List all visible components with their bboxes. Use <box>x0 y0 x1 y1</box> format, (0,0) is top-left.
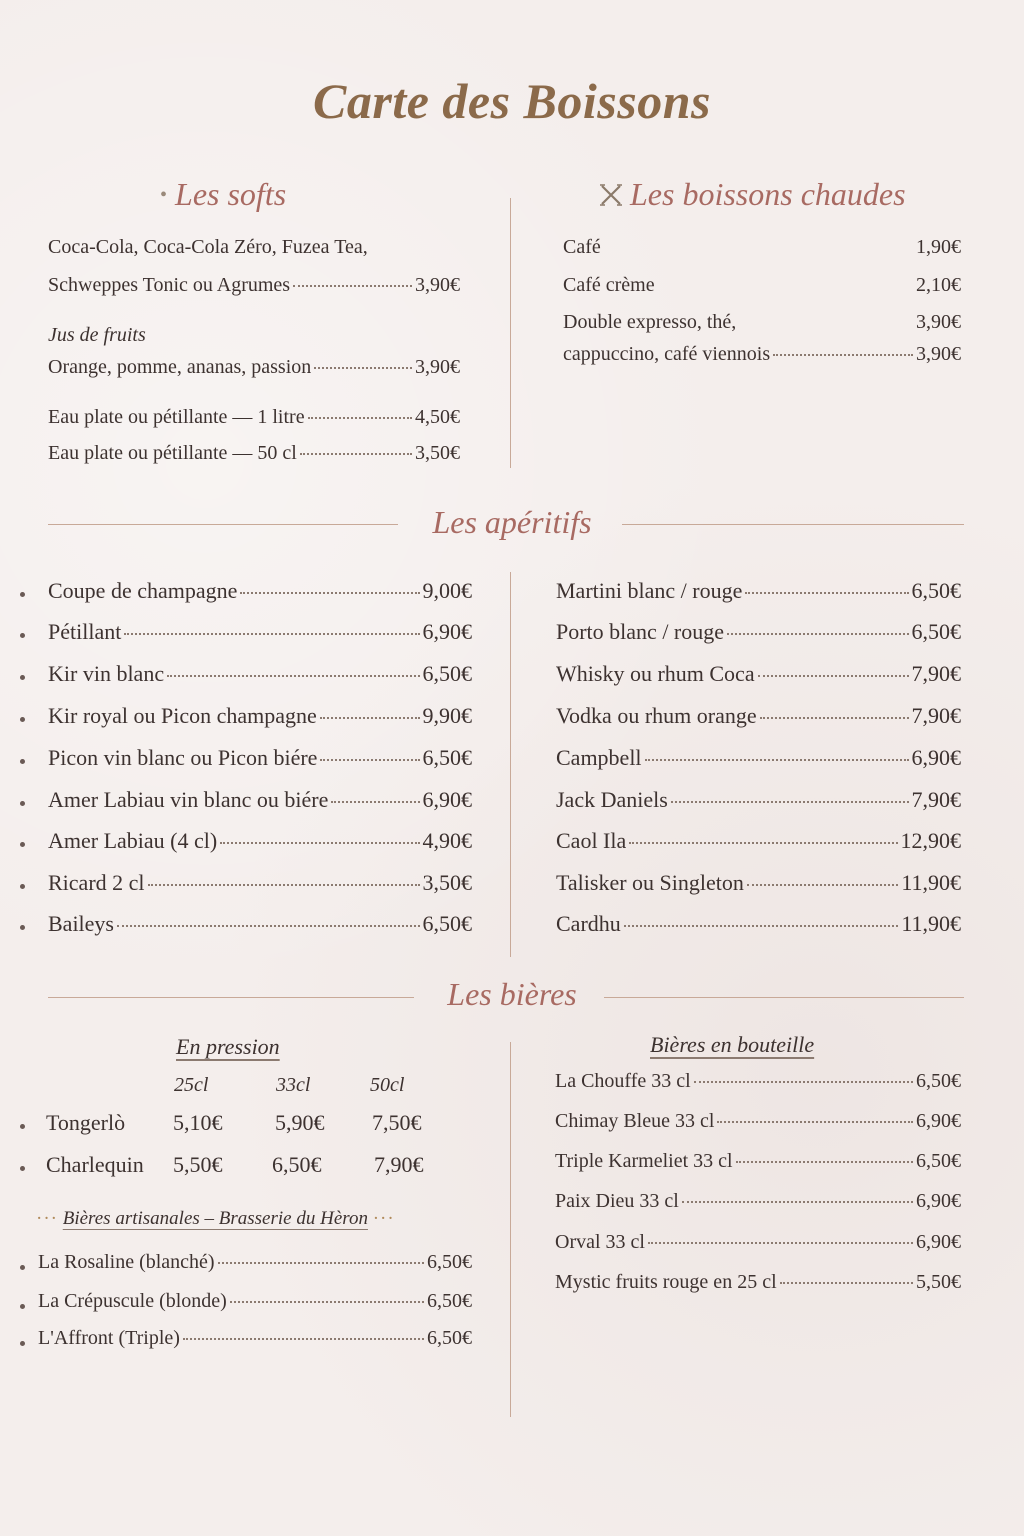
item-price: 3,90€ <box>415 274 460 296</box>
list-item <box>48 578 472 604</box>
list-item <box>48 619 472 645</box>
item-price: 3,50€ <box>415 442 460 464</box>
dot-leader <box>320 759 419 761</box>
bullet-icon <box>20 592 25 597</box>
item-price: 7,90€ <box>911 787 961 812</box>
list-item <box>556 745 961 771</box>
bullet-icon <box>20 675 25 680</box>
item-name: Campbell <box>556 745 642 770</box>
item-name: La Crépuscule (blonde) <box>38 1290 227 1312</box>
item-price: 12,90€ <box>900 828 961 853</box>
pression-title: En pression <box>176 1034 280 1059</box>
dot-leader <box>648 1242 913 1244</box>
list-item <box>555 1231 961 1254</box>
bullet-icon <box>20 842 25 847</box>
beer-price: 6,50€ <box>272 1152 322 1177</box>
bullet-icon <box>20 801 25 806</box>
dot-leader <box>300 453 412 455</box>
size-header: 25cl <box>174 1074 209 1096</box>
dot-leader <box>183 1338 424 1340</box>
item-name: Ricard 2 cl <box>48 870 145 895</box>
item-name: Kir royal ou Picon champagne <box>48 703 317 728</box>
list-item <box>556 870 961 896</box>
divider-bottom <box>510 1042 511 1417</box>
item-name: Double expresso, thé, <box>563 311 737 333</box>
bullet-icon <box>20 1124 25 1129</box>
item-name: Vodka ou rhum orange <box>556 703 757 728</box>
dot-leader <box>645 759 909 761</box>
item-price: 6,50€ <box>911 619 961 644</box>
item-name: Talisker ou Singleton <box>556 870 744 895</box>
bieres-rule-right <box>604 997 964 998</box>
beer-price: 7,90€ <box>374 1152 424 1177</box>
item-price: 6,90€ <box>916 1190 961 1212</box>
item-name: Schweppes Tonic ou Agrumes <box>48 274 291 296</box>
item-name: Picon vin blanc ou Picon biére <box>48 745 318 770</box>
dot-leader <box>218 1262 424 1264</box>
list-item <box>556 703 961 729</box>
dot-leader <box>320 717 420 719</box>
dot-leader <box>624 925 899 927</box>
list-item <box>48 828 472 854</box>
list-item <box>48 703 472 729</box>
item-name: Cardhu <box>556 911 621 936</box>
bullet-icon <box>20 1166 25 1171</box>
bieres-title: Les bières <box>447 976 577 1012</box>
list-item <box>48 911 472 937</box>
list-item <box>48 745 472 771</box>
item-name: Pétillant <box>48 619 122 644</box>
list-item <box>556 619 961 645</box>
item-price: 4,90€ <box>422 828 472 853</box>
item-name: Kir vin blanc <box>48 661 165 686</box>
dot-leader <box>758 675 909 677</box>
ornament-dots-icon: ··· <box>36 1208 58 1229</box>
dot-leader <box>117 925 420 927</box>
item-price: 2,10€ <box>916 274 961 296</box>
ornament-dots-icon: ··· <box>372 1208 395 1229</box>
dot-leader <box>727 633 908 635</box>
dot-leader <box>671 801 909 803</box>
softs-line2 <box>48 274 460 297</box>
item-name: Amer Labiau (4 cl) <box>48 828 218 853</box>
item-price: 6,90€ <box>916 1231 961 1253</box>
list-item <box>555 1070 961 1093</box>
dot-leader <box>148 884 420 886</box>
beer-name: Tongerlò <box>46 1110 126 1135</box>
page-title: Carte des Boissons <box>313 73 711 129</box>
item-price: 7,90€ <box>911 661 961 686</box>
item-name: Chimay Bleue 33 cl <box>555 1110 715 1132</box>
divider-top <box>510 198 511 468</box>
dot-ornament-icon: • <box>160 184 168 206</box>
item-name: La Chouffe 33 cl <box>555 1070 691 1092</box>
size-header: 33cl <box>276 1074 311 1096</box>
list-item <box>556 828 961 854</box>
item-price: 3,90€ <box>916 343 961 365</box>
list-item <box>48 870 472 896</box>
list-item <box>556 787 961 813</box>
item-name: L'Affront (Triple) <box>38 1327 180 1349</box>
item-name: Triple Karmeliet 33 cl <box>555 1150 733 1172</box>
list-item <box>48 661 472 687</box>
item-name: Orange, pomme, ananas, passion <box>48 356 312 378</box>
dot-leader <box>293 285 412 287</box>
cafe-row <box>563 236 961 259</box>
item-name: Caol Ila <box>556 828 627 853</box>
item-price: 3,90€ <box>415 356 460 378</box>
item-price: 4,50€ <box>415 406 460 428</box>
item-price: 6,50€ <box>422 911 472 936</box>
dot-leader <box>314 367 412 369</box>
list-item <box>556 578 961 604</box>
item-name: Martini blanc / rouge <box>556 578 743 603</box>
list-item <box>38 1327 472 1350</box>
dot-leader <box>124 633 419 635</box>
size-header: 50cl <box>370 1074 405 1096</box>
dot-leader <box>736 1161 913 1163</box>
item-price: 5,50€ <box>916 1271 961 1293</box>
item-price: 1,90€ <box>916 236 961 258</box>
dot-leader <box>745 592 908 594</box>
eau-1l-row <box>48 406 460 429</box>
beer-price: 5,90€ <box>275 1110 325 1135</box>
list-item <box>556 661 961 687</box>
bullet-icon <box>20 1341 25 1346</box>
list-item <box>555 1110 961 1133</box>
cappuccino-row <box>563 343 961 366</box>
item-name: La Rosaline (blanché) <box>38 1251 215 1273</box>
dot-leader <box>717 1121 913 1123</box>
item-name: Café crème <box>563 274 655 296</box>
aperitifs-title: Les apéritifs <box>432 504 592 540</box>
item-name: Baileys <box>48 911 114 936</box>
jus-title: Jus de fruits <box>48 324 146 346</box>
chaudes-title: Les boissons chaudes <box>598 176 906 213</box>
dot-leader <box>167 675 419 677</box>
dot-leader <box>760 717 909 719</box>
crossed-utensils-icon <box>598 182 624 208</box>
item-price: 6,50€ <box>422 745 472 770</box>
list-item <box>555 1190 961 1213</box>
item-price: 6,90€ <box>911 745 961 770</box>
bullet-icon <box>20 759 25 764</box>
eau-50cl-row <box>48 442 460 465</box>
item-price: 3,90€ <box>916 311 961 333</box>
beer-price: 7,50€ <box>372 1110 422 1135</box>
list-item <box>556 911 961 937</box>
item-name: cappuccino, café viennois <box>563 343 771 365</box>
item-price: 6,50€ <box>916 1070 961 1092</box>
item-name: Porto blanc / rouge <box>556 619 725 644</box>
item-price: 9,90€ <box>422 703 472 728</box>
item-name: Mystic fruits rouge en 25 cl <box>555 1271 777 1293</box>
item-name: Orval 33 cl <box>555 1231 645 1253</box>
dot-leader <box>331 801 419 803</box>
jus-row <box>48 356 460 379</box>
dot-leader <box>230 1301 424 1303</box>
item-price: 9,00€ <box>422 578 472 603</box>
dot-leader <box>308 417 412 419</box>
bullet-icon <box>20 633 25 638</box>
dot-leader <box>747 884 898 886</box>
beer-price: 5,50€ <box>173 1152 223 1177</box>
bouteille-title: Bières en bouteille <box>650 1032 815 1057</box>
dot-leader <box>682 1201 913 1203</box>
item-price: 6,90€ <box>422 787 472 812</box>
item-name: Paix Dieu 33 cl <box>555 1190 679 1212</box>
dot-leader <box>629 842 897 844</box>
softs-line1 <box>48 236 460 259</box>
item-name: Amer Labiau vin blanc ou biére <box>48 787 329 812</box>
item-name: Coca-Cola, Coca-Cola Zéro, Fuzea Tea, <box>48 236 368 258</box>
list-item <box>555 1271 961 1294</box>
item-price: 6,90€ <box>916 1110 961 1132</box>
item-name: Whisky ou rhum Coca <box>556 661 755 686</box>
aperitifs-rule-right <box>622 524 964 525</box>
dot-leader <box>694 1081 913 1083</box>
list-item <box>38 1290 472 1313</box>
list-item <box>555 1150 961 1173</box>
softs-title: • Les softs <box>160 176 287 212</box>
double-expresso-row <box>563 311 961 334</box>
list-item <box>38 1251 472 1274</box>
item-price: 6,50€ <box>427 1327 472 1349</box>
item-name: Eau plate ou pétillante — 1 litre <box>48 406 305 428</box>
item-name: Eau plate ou pétillante — 50 cl <box>48 442 297 464</box>
dot-leader <box>220 842 419 844</box>
bullet-icon <box>20 1304 25 1309</box>
item-name: Coupe de champagne <box>48 578 238 603</box>
list-item <box>48 787 472 813</box>
item-price: 6,50€ <box>422 661 472 686</box>
item-price: 6,50€ <box>427 1251 472 1273</box>
dot-leader <box>780 1282 913 1284</box>
cafe-creme-row <box>563 274 961 297</box>
item-price: 11,90€ <box>901 870 961 895</box>
bullet-icon <box>20 717 25 722</box>
bullet-icon <box>20 1265 25 1270</box>
item-price: 6,50€ <box>911 578 961 603</box>
bullet-icon <box>20 884 25 889</box>
item-price: 6,50€ <box>427 1290 472 1312</box>
artisanales-title: ··· Bières artisanales – Brasserie du Hèron ··· <box>36 1208 395 1229</box>
beer-price: 5,10€ <box>173 1110 223 1135</box>
dot-leader <box>240 592 419 594</box>
item-price: 7,90€ <box>911 703 961 728</box>
beer-name: Charlequin <box>46 1152 144 1177</box>
item-price: 6,50€ <box>916 1150 961 1172</box>
dot-leader <box>773 354 913 356</box>
item-price: 6,90€ <box>422 619 472 644</box>
item-name: Jack Daniels <box>556 787 668 812</box>
item-name: Café <box>563 236 601 258</box>
item-price: 3,50€ <box>422 870 472 895</box>
item-price: 11,90€ <box>901 911 961 936</box>
bullet-icon <box>20 925 25 930</box>
divider-middle <box>510 572 511 957</box>
